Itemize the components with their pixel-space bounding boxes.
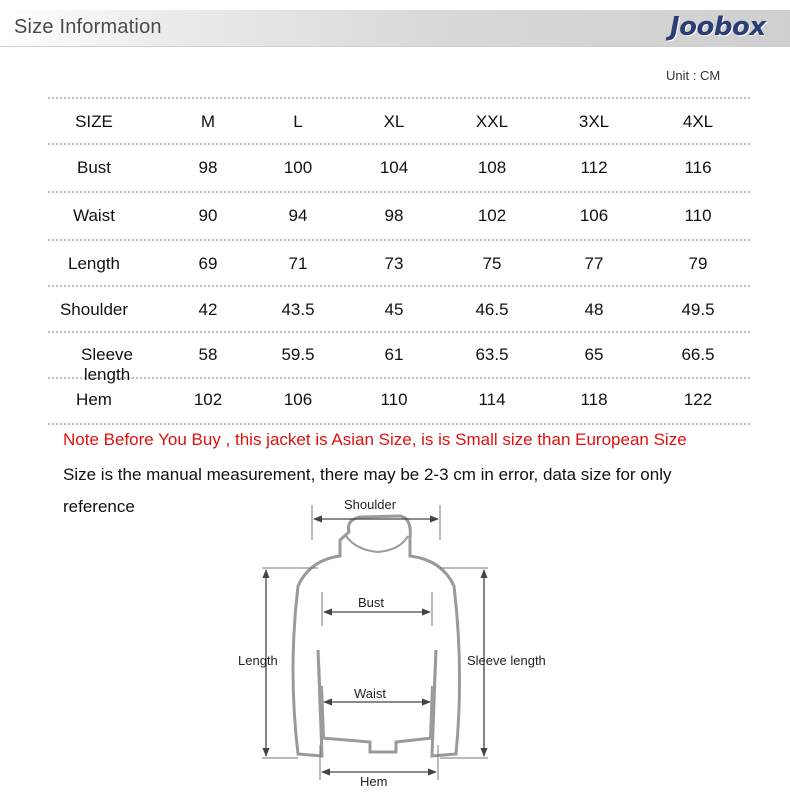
table-cell: 71 [288, 254, 308, 273]
hem-label: Hem [360, 774, 388, 789]
table-cell: 73 [384, 254, 404, 273]
row-divider [48, 331, 750, 333]
table-cell: 61 [384, 345, 404, 364]
table-cell: 118 [580, 390, 608, 409]
table-cell: 48 [584, 300, 604, 319]
page-title: Size Information [14, 16, 162, 38]
table-cell: 112 [580, 158, 608, 177]
size-header-cell: 4XL [682, 112, 714, 131]
measurement-label: Shoulder [59, 300, 129, 319]
measurement-label: Sleeve length [81, 345, 133, 384]
table-cell: 100 [283, 158, 313, 177]
table-cell: 114 [478, 390, 506, 409]
table-cell: 102 [477, 206, 507, 225]
table-cell: 110 [380, 390, 408, 409]
jacket-measurement-diagram [226, 490, 566, 800]
unit-label: Unit : CM [666, 68, 721, 83]
jacket-silhouette [293, 516, 460, 756]
waist-label: Waist [354, 686, 387, 701]
header-bar [0, 10, 790, 47]
measurement-label: Hem [76, 390, 112, 409]
length-label: Length [238, 653, 278, 668]
row-divider [48, 239, 750, 241]
measurement-label: Waist [73, 206, 115, 225]
row-divider [48, 285, 750, 287]
row-divider [48, 143, 750, 145]
size-header-cell: XXL [475, 112, 509, 131]
measurement-label: Length [68, 254, 120, 273]
measurement-disclaimer: Size is the manual measurement, there may be 2-3 cm in error, data size for only reference [63, 465, 672, 516]
bust-label: Bust [358, 595, 385, 610]
table-cell: 98 [384, 206, 404, 225]
table-cell: 46.5 [475, 300, 509, 319]
size-header-cell: XL [383, 112, 405, 131]
table-cell: 43.5 [281, 300, 315, 319]
size-header-cell: M [200, 112, 216, 131]
size-column-header: SIZE [75, 112, 113, 131]
table-cell: 75 [482, 254, 502, 273]
table-cell: 104 [379, 158, 409, 177]
table-cell: 90 [198, 206, 218, 225]
sleeve-length-label: Sleeve length [467, 653, 546, 668]
row-divider [48, 423, 750, 425]
table-cell: 59.5 [281, 345, 315, 364]
table-cell: 65 [584, 345, 604, 364]
table-cell: 108 [477, 158, 507, 177]
size-header-cell: L [293, 112, 303, 131]
size-header-cell: 3XL [578, 112, 610, 131]
table-cell: 106 [579, 206, 609, 225]
shoulder-label: Shoulder [344, 497, 397, 512]
table-cell: 102 [193, 390, 223, 409]
table-cell: 58 [198, 345, 218, 364]
brand-logo: Joobox [670, 12, 766, 42]
measurement-label: Bust [76, 158, 112, 177]
table-cell: 42 [198, 300, 218, 319]
row-divider [48, 191, 750, 193]
table-cell: 106 [283, 390, 313, 409]
table-cell: 77 [584, 254, 604, 273]
table-cell: 49.5 [681, 300, 715, 319]
row-divider [48, 97, 750, 99]
size-warning-note: Note Before You Buy , this jacket is Asian Size, is is Small size than European Size [63, 430, 687, 449]
table-cell: 45 [384, 300, 404, 319]
table-cell: 66.5 [681, 345, 715, 364]
table-cell: 98 [198, 158, 218, 177]
table-cell: 122 [683, 390, 713, 409]
table-cell: 116 [684, 158, 712, 177]
table-cell: 79 [688, 254, 708, 273]
table-cell: 94 [288, 206, 308, 225]
table-cell: 69 [198, 254, 218, 273]
table-cell: 110 [684, 206, 712, 225]
table-cell: 63.5 [475, 345, 509, 364]
